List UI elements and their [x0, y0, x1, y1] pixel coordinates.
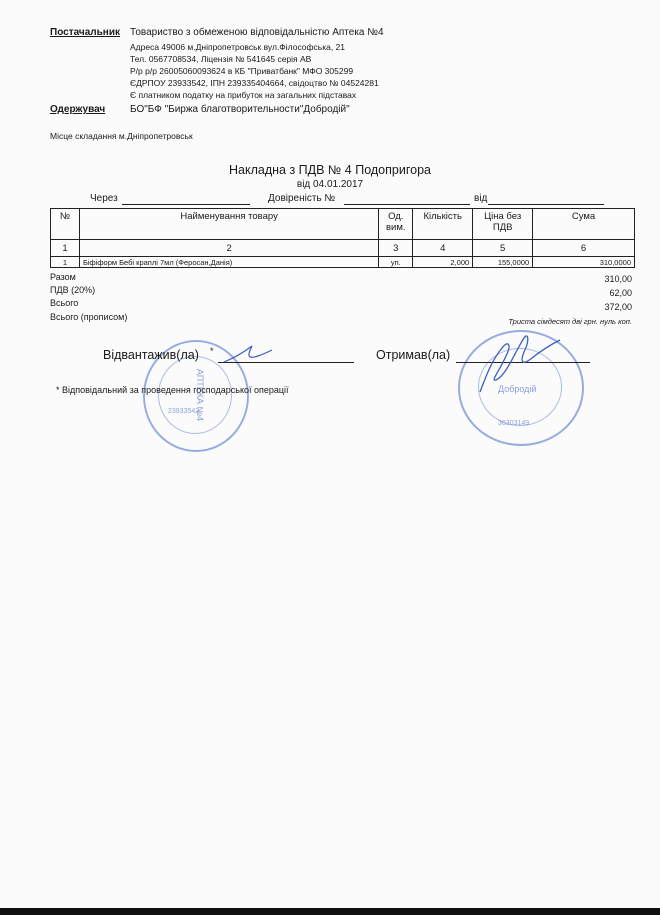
supplier-ids: ЄДРПОУ 23933542, ІПН 239335404664, свідоцтво № 04524281 — [130, 78, 379, 88]
table-header-row — [51, 209, 635, 240]
column-number: 6 — [533, 240, 635, 257]
total-label: Всього — [50, 298, 79, 308]
col-header-unit: Од. вим. — [379, 209, 413, 240]
col-header-quantity: Кількість — [413, 209, 473, 240]
from-label: від — [474, 193, 488, 204]
column-number-row — [51, 240, 635, 257]
recipient-stamp-text: Добродій — [498, 384, 537, 394]
column-number: 4 — [413, 240, 473, 257]
col-header-number: № — [51, 209, 80, 240]
supplier-stamp-text: АПТЕКА №4 — [195, 368, 206, 422]
via-line — [122, 204, 250, 205]
place-of-issue: Місце складання м.Дніпропетровськ — [50, 131, 193, 141]
supplier-address: Адреса 49006 м.Дніпропетровськ вул.Філософська, 21 — [130, 42, 345, 52]
received-by-label: Отримав(ла) — [376, 348, 451, 362]
row-unit: уп. — [379, 257, 413, 268]
total-value: 372,00 — [604, 302, 632, 312]
column-number: 2 — [79, 240, 378, 257]
supplier-label: Постачальник — [50, 27, 120, 38]
vat-label: ПДВ (20%) — [50, 285, 96, 295]
supplier-name: Товариство з обмеженою відповідальністю Аптека №4 — [130, 27, 384, 38]
column-number: 5 — [473, 240, 533, 257]
supplier-tax: Є платником податку на прибуток на загальних підставах — [130, 90, 357, 100]
recipient-name: БО"БФ "Биржа благотворительности"Добродій" — [130, 104, 350, 115]
col-header-product-name: Найменування товару — [79, 209, 378, 240]
power-of-attorney-label: Довіреність № — [268, 193, 336, 204]
subtotal-value: 310,00 — [604, 274, 632, 284]
table-row — [51, 257, 635, 268]
recipient-label: Одержувач — [50, 104, 106, 115]
supplier-stamp-code: 23933542 — [168, 408, 200, 415]
shipped-by-signature — [222, 342, 274, 366]
via-label: Через — [90, 193, 118, 204]
row-sum: 310,0000 — [533, 257, 635, 268]
goods-table — [50, 208, 635, 268]
col-header-sum: Сума — [533, 209, 635, 240]
vat-value: 62,00 — [609, 288, 632, 298]
total-in-words-value: Триста сімдесят дві грн. нуль коп. — [508, 317, 632, 326]
scan-bottom-edge — [0, 908, 660, 915]
document-date: від 04.01.2017 — [296, 179, 364, 190]
supplier-phone-license: Тел. 0567708534, Ліцензія № 541645 серія АВ — [130, 54, 312, 64]
column-number: 3 — [379, 240, 413, 257]
row-quantity: 2,000 — [413, 257, 473, 268]
total-in-words-label: Всього (прописом) — [50, 312, 128, 322]
supplier-account: Р/р р/р 26005060093624 в КБ "Приватбанк" МФО 305299 — [130, 66, 354, 76]
power-of-attorney-line — [344, 204, 470, 205]
row-price: 155,0000 — [473, 257, 533, 268]
document-title: Накладна з ПДВ № 4 Подопригора — [229, 163, 431, 177]
column-number: 1 — [51, 240, 80, 257]
recipient-stamp-code: 36303149 — [498, 420, 530, 427]
shipped-by-footnote-mark: * — [210, 346, 214, 356]
received-by-signature — [472, 330, 562, 400]
row-product-name: Біфіформ Бебі краплі 7мл (Феросан,Данія) — [79, 257, 378, 268]
shipped-by-label: Відвантажив(ла) — [103, 348, 199, 362]
from-line — [488, 204, 604, 205]
footnote-responsible-person: * Відповідальний за проведення господарської операції — [56, 385, 289, 395]
row-number: 1 — [51, 257, 80, 268]
col-header-price: Ціна без ПДВ — [473, 209, 533, 240]
subtotal-label: Разом — [50, 272, 76, 282]
